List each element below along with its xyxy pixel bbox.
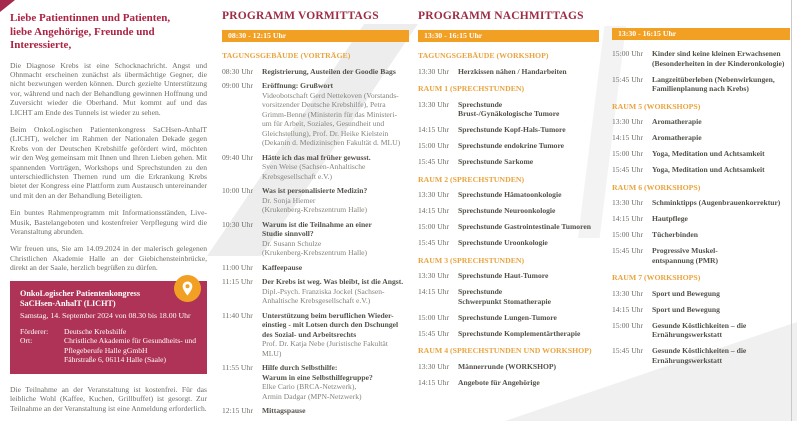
event-title-line: Männerrunde (WORKSHOP) <box>458 361 557 371</box>
event-time: 11:15 Uhr <box>222 277 253 286</box>
event-detail-line: (Dekanin d. Medizinischen Fakultät d. MLU) <box>262 138 401 147</box>
event-detail-line: (Krukenberg-Krebszentrum Halle) <box>262 248 368 257</box>
intro-heading <box>10 12 207 53</box>
room-heading: RAUM 6 (WORKSHOPS) <box>612 182 701 192</box>
intro-heading-line1: Liebe Patientinnen und Patienten, <box>10 12 171 24</box>
event-text <box>652 346 790 365</box>
room-heading: TAGUNGSGEBÄUDE (VORTRÄGE) <box>222 51 351 60</box>
event-text <box>458 67 599 77</box>
program-event <box>418 362 599 372</box>
program-event <box>222 311 409 359</box>
event-time: 13:30 Uhr <box>612 198 644 207</box>
event-text <box>652 165 790 175</box>
event-text <box>262 277 409 306</box>
intro-paragraph: Wir freuen uns, Sie am 14.09.2024 in der malerisch gelegenen Christlichen Akademie Halle an der Giebichensteinbrücke, direkt an der Saale, herzlich begrüßen zu dürfen. <box>10 244 207 273</box>
event-title-line: Sprechstunde <box>458 287 503 296</box>
event-time: 14:15 Uhr <box>418 287 450 296</box>
event-text <box>652 198 790 208</box>
event-text <box>652 49 790 68</box>
event-detail-line: (Krukenberg-Krebszentrum Halle) <box>262 205 368 214</box>
program-event <box>418 125 599 135</box>
event-time: 15:00 Uhr <box>418 312 450 322</box>
event-title-line: Sprechstunde Neuroonkologie <box>458 206 556 215</box>
event-text <box>458 287 599 306</box>
info-box-value-line: Pflegeberufe Halle gGmbH <box>64 345 148 355</box>
event-text <box>652 133 790 143</box>
event-time: 13:30 Uhr <box>612 117 644 126</box>
event-time: 15:45 Uhr <box>612 346 644 355</box>
afternoon-program-title: PROGRAMM NACHMITTAGS <box>418 10 584 22</box>
event-detail-line: Sven Weise (Sachsen-Anhaltische <box>262 162 366 171</box>
congress-info-box <box>10 281 207 374</box>
event-detail-line: Elke Cario (BRCA-Netzwerk), <box>262 382 357 391</box>
room-heading: RAUM 4 (SPRECHSTUNDEN UND WORKSHOP) <box>418 346 592 355</box>
event-detail-line: Anhaltische Krebsgesellschaft e.V.) <box>262 296 371 305</box>
participation-note: Die Teilnahme an der Veranstaltung ist kostenfrei. Für das leibliche Wohl (Kaffee, Kuchen, Grillbuffet) ist gesorgt. Zur Teilnahme an der Veranstaltung ist eine Anmeldung erforderlich. <box>10 385 207 413</box>
event-text <box>652 246 790 265</box>
event-text <box>262 186 409 215</box>
info-box-value <box>64 327 197 337</box>
event-text <box>652 214 790 224</box>
event-time: 15:00 Uhr <box>612 320 644 330</box>
event-title-line: entspannung (PMR) <box>652 255 719 265</box>
program-event <box>612 321 790 340</box>
event-title-line: Ernährungswerkstatt <box>652 330 723 339</box>
event-time: 15:00 Uhr <box>612 49 644 58</box>
program-event <box>222 263 409 273</box>
event-text <box>262 263 409 273</box>
event-title-line: Kaffeepause <box>262 262 303 272</box>
room-heading: RAUM 5 (WORKSHOPS) <box>612 101 701 111</box>
intro-paragraph: Ein buntes Rahmenprogramm mit Informationsständen, Live-Musik, Bastelangeboten und kostenfreier Verpflegung wird die Veranstaltung abrunden. <box>10 208 207 236</box>
event-time: 15:45 Uhr <box>418 157 450 166</box>
program-event <box>222 406 409 416</box>
program-event <box>612 149 790 159</box>
event-time: 11:55 Uhr <box>222 363 253 372</box>
info-box-row <box>20 327 197 337</box>
event-title-line: (Besonderheiten in der Kinderonkologie) <box>652 58 785 68</box>
event-title-line: Progressive Muskel- <box>652 246 718 255</box>
event-text <box>262 153 409 182</box>
box-title-line2: SaCHsen-AnhalT (LICHT) <box>20 298 116 308</box>
morning-time-bar: 08:30 - 12:15 Uhr <box>222 30 409 42</box>
room-heading: TAGUNGSGEBÄUDE (WORKSHOP) <box>418 51 549 60</box>
program-event <box>418 329 599 339</box>
event-title-line: Hilfe durch Selbsthilfe: <box>262 363 338 372</box>
box-title <box>20 289 197 309</box>
event-text <box>652 149 790 159</box>
info-box-value-line: Deutsche Krebshilfe <box>64 326 127 336</box>
event-time: 15:00 Uhr <box>612 230 644 239</box>
event-text <box>652 305 790 315</box>
event-time: 15:45 Uhr <box>612 74 644 84</box>
event-text <box>458 362 599 372</box>
event-title-line: Angebote für Angehörige <box>458 377 540 387</box>
event-text <box>458 190 599 200</box>
event-detail-line: Videobotschaft Gerd Nettekoven (Vorstands- <box>262 90 399 100</box>
program-event <box>418 222 599 232</box>
program-event <box>418 271 599 281</box>
event-text <box>262 67 409 77</box>
event-title-line: Sprechstunde Sarkome <box>458 157 534 166</box>
event-text <box>262 311 409 359</box>
event-time: 12:15 Uhr <box>222 406 254 415</box>
event-time: 14:15 Uhr <box>612 133 644 142</box>
event-title-line: Familienplanung nach Krebs) <box>652 84 749 93</box>
program-event <box>612 165 790 175</box>
event-title-line: Kinder sind keine kleinen Erwachsenen <box>652 49 781 58</box>
afternoon-program-body <box>418 51 599 387</box>
event-text <box>458 313 599 323</box>
event-title-line: Hätte ich das mal früher gewusst. <box>262 152 371 162</box>
event-time: 14:15 Uhr <box>612 214 644 223</box>
info-box-label: Ort: <box>20 336 33 346</box>
event-text <box>262 363 409 401</box>
event-title-line: Was ist personalisierte Medizin? <box>262 186 368 195</box>
program-event <box>418 141 599 151</box>
event-title-line: Yoga, Meditation und Achtsamkeit <box>652 165 765 174</box>
location-pin-icon <box>174 275 201 302</box>
program-event <box>612 289 790 299</box>
event-text <box>652 289 790 299</box>
event-title-line: Yoga, Meditation und Achtsamkeit <box>652 149 765 158</box>
program-event <box>612 305 790 315</box>
intro-paragraphs <box>10 61 207 273</box>
event-title-line: Sprechstunde <box>458 99 503 109</box>
afternoon-right-column <box>612 8 790 372</box>
page-edge-line <box>791 0 792 421</box>
room-heading: RAUM 7 (WORKSHOPS) <box>612 273 701 282</box>
program-event <box>222 220 409 258</box>
event-title-line: Ernährungswerkstatt <box>652 355 723 365</box>
info-box-value <box>64 336 197 365</box>
event-time: 13:30 Uhr <box>418 361 450 371</box>
program-event <box>222 363 409 401</box>
event-title-line: Herzkissen nähen / Handarbeiten <box>458 66 567 76</box>
event-title-line: Gesunde Köstlichkeiten – die <box>652 346 747 355</box>
program-event <box>418 157 599 167</box>
program-event <box>612 246 790 265</box>
event-detail-line: Dr. Susann Schulze <box>262 238 322 248</box>
event-text <box>458 141 599 151</box>
event-time: 09:40 Uhr <box>222 152 254 162</box>
event-title-line: Sprechstunde Komplementärtherapie <box>458 328 581 338</box>
event-text <box>262 406 409 416</box>
info-box-value-line: Christliche Akademie für Gesundheits- und <box>64 336 197 346</box>
event-time: 15:45 Uhr <box>612 246 644 255</box>
event-title-line: Warum in eine Selbsthilfegruppe? <box>262 372 373 382</box>
morning-program-title: PROGRAMM VORMITTAGS <box>222 10 379 22</box>
program-event <box>612 214 790 224</box>
event-text <box>652 321 790 340</box>
program-event <box>222 277 409 306</box>
event-time: 13:30 Uhr <box>612 288 644 298</box>
event-time: 09:00 Uhr <box>222 81 254 90</box>
event-detail-line: um für Arbeit, Soziales, Gesundheit und <box>262 119 385 128</box>
info-box-value-line: Fährstraße 6, 06114 Halle (Saale) <box>64 355 166 365</box>
event-title-line: Sport und Bewegung <box>652 304 720 314</box>
event-text <box>458 378 599 388</box>
program-event <box>222 67 409 77</box>
event-title-line: Mittagspause <box>262 406 306 415</box>
event-title-line: Sprechstunde Hämatoonkologie <box>458 190 562 199</box>
program-event <box>612 346 790 365</box>
info-box-label: Förderer: <box>20 326 49 336</box>
event-title-line: Hautpflege <box>652 214 688 223</box>
event-title-line: Sport und Bewegung <box>652 288 720 298</box>
event-title-line: Sprechstunde Lungen-Tumore <box>458 312 557 322</box>
event-time: 11:00 Uhr <box>222 262 253 272</box>
event-time: 08:30 Uhr <box>222 66 254 76</box>
program-event <box>222 153 409 182</box>
event-time: 15:00 Uhr <box>418 222 450 231</box>
program-event <box>418 206 599 216</box>
program-event <box>418 190 599 200</box>
event-title-line: Tücherbinden <box>652 230 698 239</box>
event-title-line: Sprechstunde Uroonkologie <box>458 238 548 247</box>
event-text <box>458 206 599 216</box>
event-detail-line: Gleichstellung), Prof. Dr. Heike Kielstein <box>262 128 389 138</box>
intro-paragraph: Die Diagnose Krebs ist eine Schocknachricht. Angst und Ohnmacht erscheinen zunächst als übermächtige Gegner, die nicht bezwungen werden können. Durch gezielte Unterstützung vor, während und nach der Behandlung gewinnen Hoffnung und Zuversicht wieder die Oberhand. Mut kommt auf und das LICHT am Ende des Tunnels ist wieder zu sehen. <box>10 60 207 117</box>
event-time: 13:30 Uhr <box>418 99 450 109</box>
event-text <box>458 125 599 135</box>
program-event <box>418 67 599 77</box>
event-text <box>652 230 790 240</box>
event-detail-line: Dr. Sonja Hiemer <box>262 195 316 205</box>
event-title-line: Gesunde Köstlichkeiten – die <box>652 320 747 330</box>
event-detail-line: Grimm-Benne (Ministerin für das Ministeri- <box>262 109 397 119</box>
program-event <box>612 198 790 208</box>
program-event <box>222 81 409 148</box>
morning-program-body <box>222 51 409 416</box>
program-event <box>612 75 790 94</box>
program-event <box>222 186 409 215</box>
afternoon-time-bar: 13:30 - 16:15 Uhr <box>418 30 599 42</box>
event-detail-line: Dipl.-Psych. Franziska Jockel (Sachsen- <box>262 286 385 296</box>
event-text <box>458 271 599 281</box>
program-event <box>418 100 599 119</box>
event-text <box>262 220 409 258</box>
event-title-line: Sprechstunde endokrine Tumore <box>458 141 565 150</box>
program-event <box>612 117 790 127</box>
program-event <box>612 49 790 68</box>
event-title-line: Aromatherapie <box>652 133 702 142</box>
intro-heading-line2: liebe Angehörige, Freunde und Interessierte, <box>10 25 155 51</box>
intro-paragraph: Beim OnkoLogischen Patientenkongress SaCHsen-AnhalT (LICHT), welcher im Rahmen der Nationalen Dekade gegen Krebs von der Deutschen Krebshilfe gefördert wird, möchten wir den Weg gemeinsam mit Ihnen und Ihren Lieben gehen. Mit spannenden Vorträgen, Workshops und Sprechstunden zu den unterschiedlichsten Themen rund um die Erkrankung Krebs bietet der Kongress eine Plattform zum Austausch untereinander und mit den an der Behandlung Beteiligten. <box>10 124 207 200</box>
box-title-line1: OnkoLogischer Patientenkongress <box>20 288 141 298</box>
program-event <box>612 133 790 143</box>
event-detail-line: Armin Dadgar (MPN-Netzwerk) <box>262 391 362 401</box>
event-text <box>652 117 790 127</box>
morning-program-column <box>222 8 409 421</box>
event-title-line: Sprechstunde Haut-Tumore <box>458 271 549 280</box>
program-event <box>418 287 599 306</box>
program-event <box>612 230 790 240</box>
event-title-line: Eröffnung: Grußwort <box>262 81 334 90</box>
event-title-line: Sprechstunde Kopf-Hals-Tumore <box>458 125 566 134</box>
event-title-line: des Sozial- und Arbeitsrechts <box>262 329 357 339</box>
event-time: 15:00 Uhr <box>612 149 644 158</box>
event-text <box>652 75 790 94</box>
event-time: 10:30 Uhr <box>222 219 254 229</box>
event-time: 13:30 Uhr <box>418 271 450 280</box>
event-time: 15:45 Uhr <box>418 238 450 247</box>
afternoon-right-program-body <box>612 49 790 365</box>
event-detail-line: vorsitzender Deutsche Krebshilfe), Petra <box>262 100 386 109</box>
event-title-line: Brust-/Gynäkologische Tumore <box>458 109 560 118</box>
event-time: 15:00 Uhr <box>418 141 450 150</box>
event-text <box>458 222 599 232</box>
event-time: 15:45 Uhr <box>612 165 644 174</box>
event-title-line: Studie sinnvoll? <box>262 229 314 238</box>
intro-column <box>10 8 207 413</box>
info-box-row <box>20 336 197 365</box>
box-detail-rows <box>20 327 197 365</box>
event-time: 15:45 Uhr <box>418 328 450 338</box>
afternoon-right-time-bar: 13:30 - 16:15 Uhr <box>612 28 790 40</box>
event-time: 14:15 Uhr <box>612 304 644 314</box>
event-title-line: Schwerpunkt Stomatherapie <box>458 296 552 306</box>
event-detail-line: Prof. Dr. Katja Nebe (Juristische Fakultät MLU) <box>262 339 388 358</box>
event-time: 13:30 Uhr <box>418 66 450 76</box>
event-title-line: Langzeitüberleben (Nebenwirkungen, <box>652 74 775 84</box>
event-title-line: Der Krebs ist weg. Was bleibt, ist die Angst. <box>262 277 404 286</box>
event-title-line: Sprechstunde Gastrointestinale Tumoren <box>458 222 591 231</box>
event-detail-line: Krebsgesellschaft e.V.) <box>262 171 333 181</box>
event-time: 13:30 Uhr <box>418 190 450 199</box>
event-time: 10:00 Uhr <box>222 186 254 195</box>
event-time: 14:15 Uhr <box>418 125 450 134</box>
event-title-line: Unterstützung beim beruflichen Wieder- <box>262 310 394 320</box>
event-text <box>458 157 599 167</box>
room-heading: RAUM 2 (SPRECHSTUNDEN) <box>418 174 525 184</box>
event-title-line: Schminktipps (Augenbrauenkorrektur) <box>652 198 781 207</box>
program-event <box>418 378 599 388</box>
box-date: Samstag, 14. September 2024 von 08.30 bis 18.00 Uhr <box>20 310 191 320</box>
event-text <box>262 81 409 148</box>
title-spacer <box>612 8 790 28</box>
program-event <box>418 238 599 248</box>
event-time: 11:40 Uhr <box>222 310 253 320</box>
event-text <box>458 100 599 119</box>
event-title-line: Aromatherapie <box>652 117 702 126</box>
event-time: 14:15 Uhr <box>418 377 450 387</box>
event-text <box>458 329 599 339</box>
event-title-line: Warum ist die Teilnahme an einer <box>262 219 372 229</box>
event-text <box>458 238 599 248</box>
event-title-line: Registrierung, Austeilen der Goodie Bags <box>262 66 396 76</box>
room-heading: RAUM 3 (SPRECHSTUNDEN) <box>418 255 525 265</box>
afternoon-program-column <box>418 8 599 394</box>
room-heading: RAUM 1 (SPRECHSTUNDEN) <box>418 84 525 93</box>
program-event <box>418 313 599 323</box>
event-title-line: einstieg - mit Lotsen durch den Dschungel <box>262 320 399 329</box>
event-time: 14:15 Uhr <box>418 206 450 215</box>
